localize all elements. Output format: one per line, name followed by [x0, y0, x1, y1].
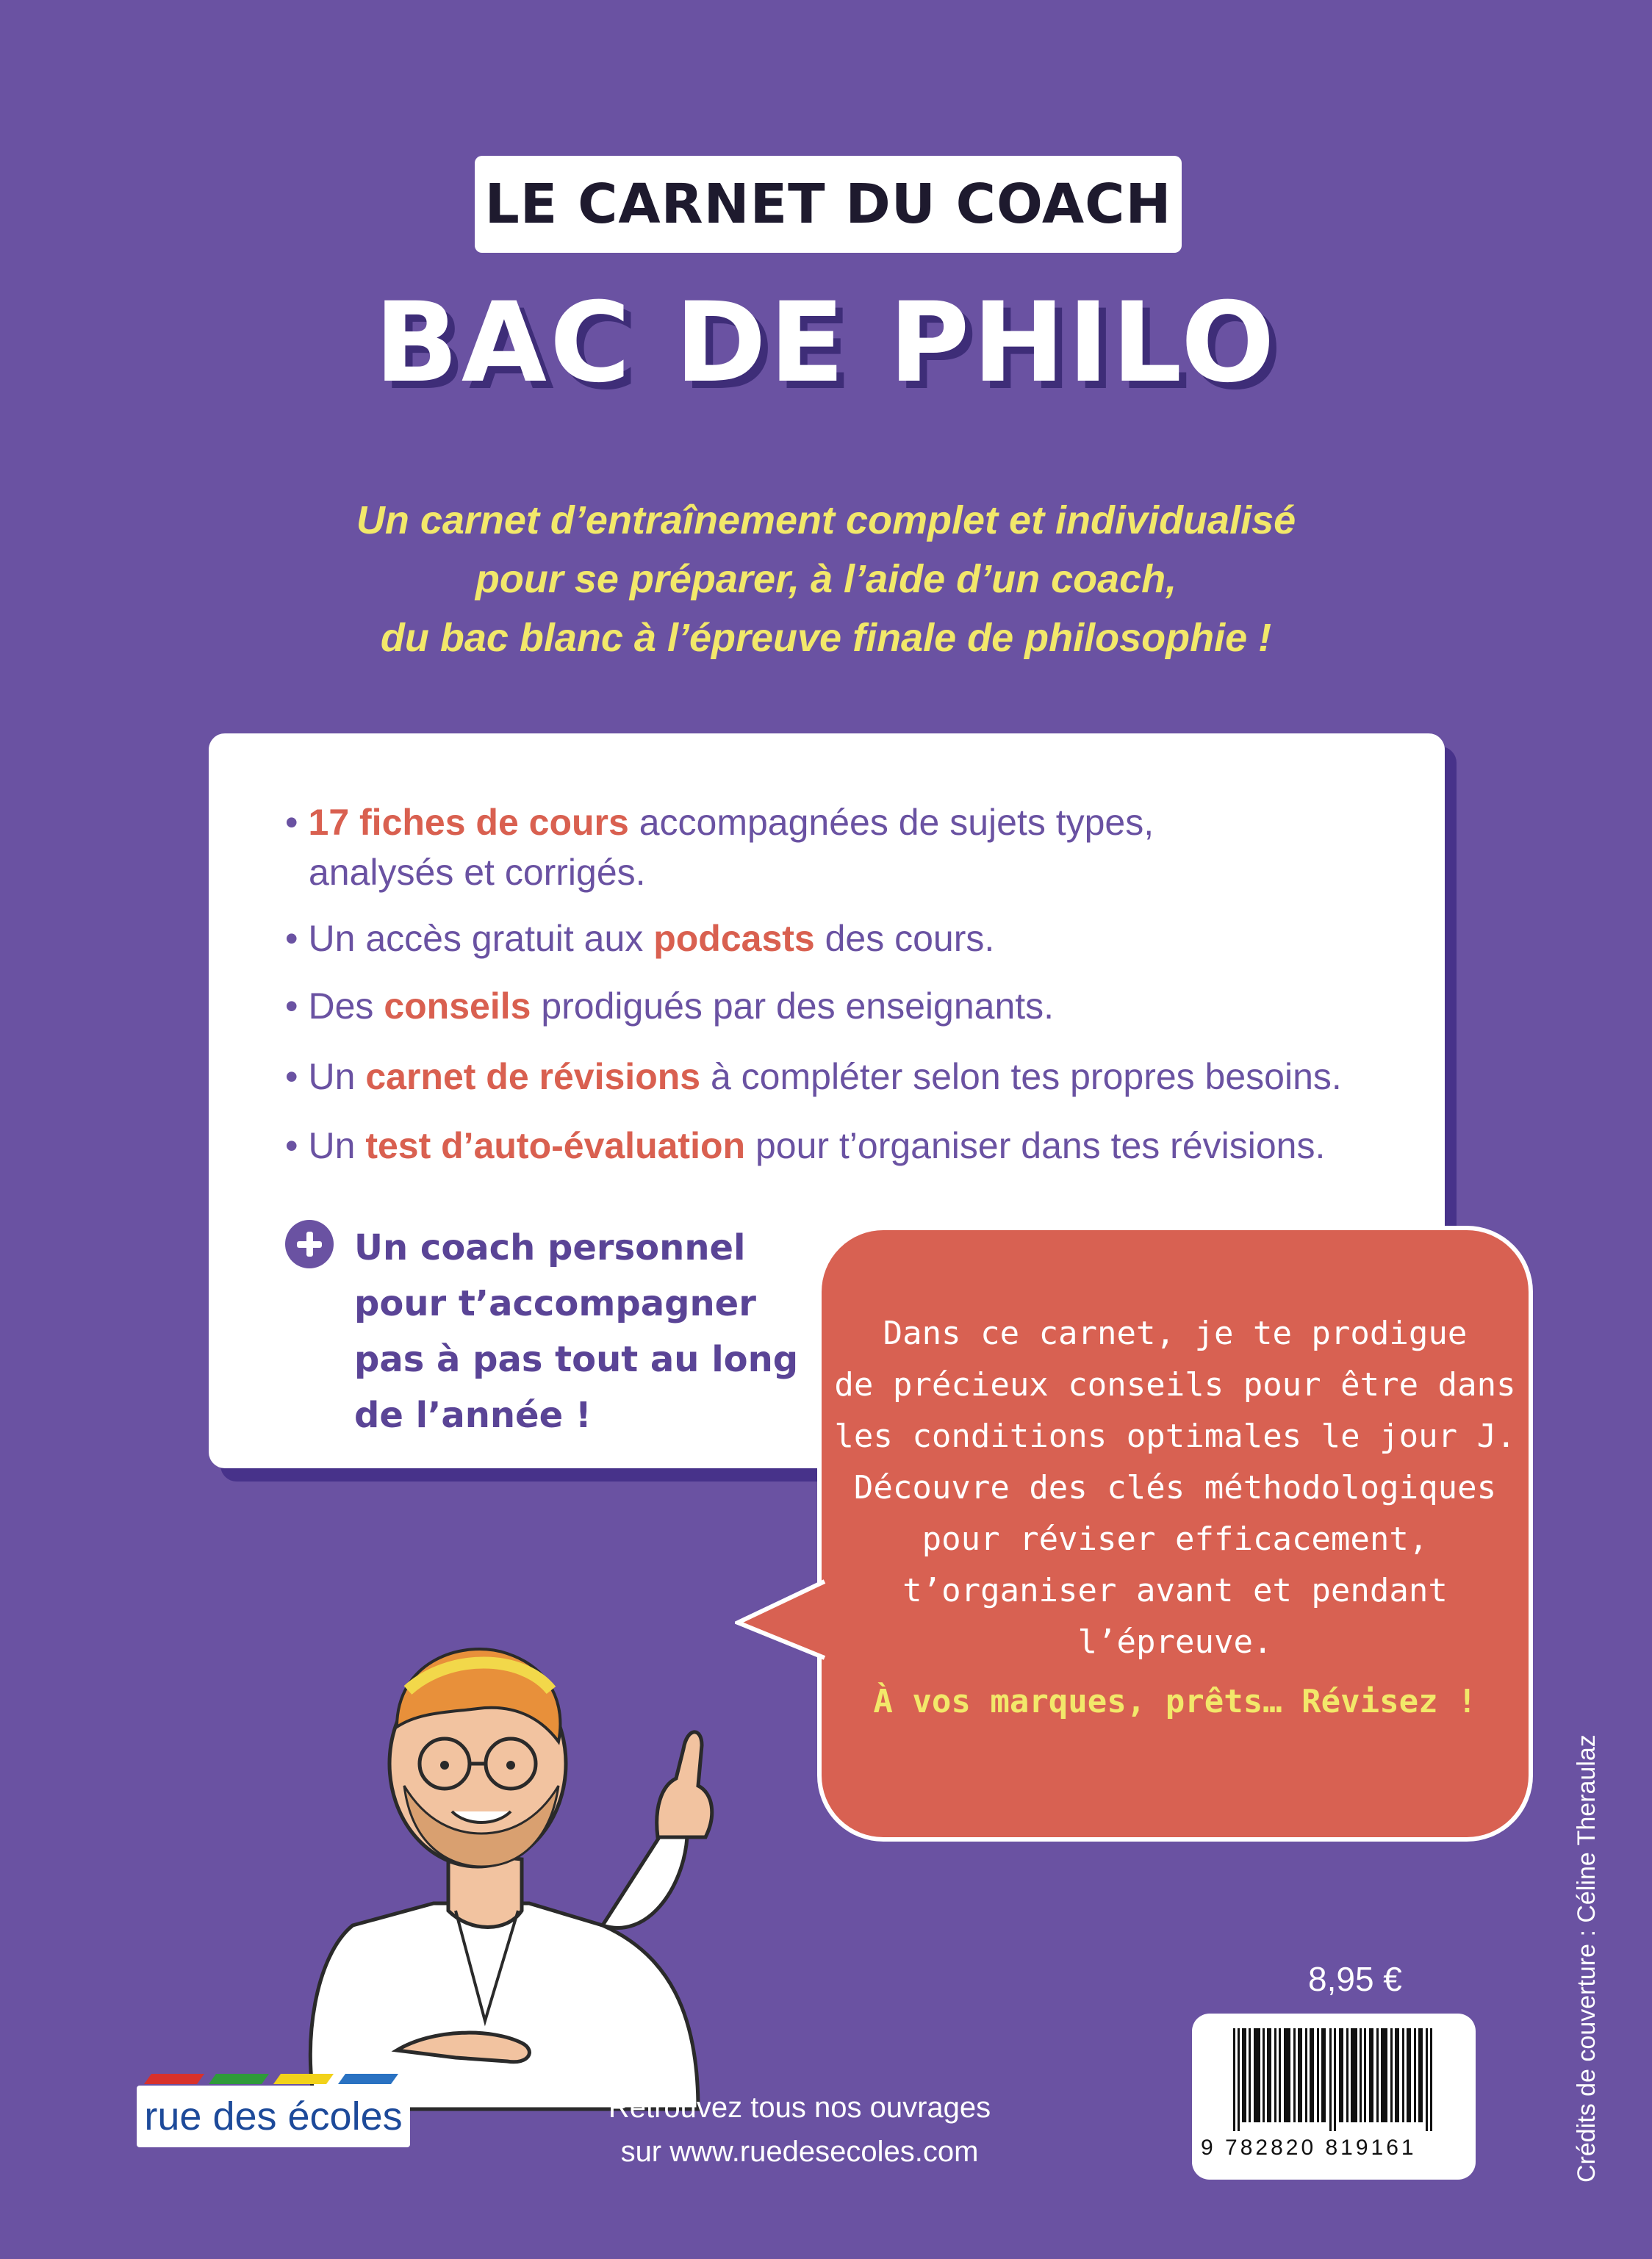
footer: [0, 2086, 1599, 2174]
cover-credits: Crédits de couverture : Céline Theraulaz: [1573, 1734, 1601, 2183]
coach-line: Un coach personnel: [354, 1227, 746, 1268]
intro-line: du bac blanc à l’épreuve finale de philosophie !: [380, 616, 1272, 660]
series-tag: [475, 156, 1182, 253]
bullet: •: [285, 802, 298, 843]
bullet: •: [285, 918, 298, 959]
intro-line: pour se préparer, à l’aide d’un coach,: [475, 557, 1177, 601]
footer-line: Retrouvez tous nos ouvrages: [608, 2091, 991, 2124]
coach-highlight: [354, 1220, 798, 1443]
feature-item: • 17 fiches de cours accompagnées de sujets types,: [285, 802, 1154, 843]
coach-line: pas à pas tout au long: [354, 1339, 799, 1380]
coach-illustration: [287, 1543, 742, 2116]
price: 8,95 €: [1308, 1960, 1402, 1998]
bubble-text: Dans ce carnet, je te prodigue de précieux conseils pour être dans les conditions optimales le jour J. Découvre des clés méthodologiques pour réviser efficacement, t’organiser avant et pendant l’épreuve.: [834, 1315, 1516, 1661]
page-title: BAC DE PHILO: [374, 279, 1278, 407]
feature-item: • Des conseils prodigués par des enseignants.: [285, 985, 1055, 1027]
intro-line: Un carnet d’entraînement complet et individualisé: [356, 498, 1296, 542]
coach-line: de l’année !: [354, 1395, 592, 1436]
series-tag-text: LE CARNET DU COACH: [484, 173, 1172, 236]
intro-text: [0, 491, 1652, 667]
feature-item: • Un carnet de révisions à compléter selon tes propres besoins.: [285, 1056, 1342, 1097]
bullet: •: [285, 1125, 298, 1166]
feature-item: • Un accès gratuit aux podcasts des cours.: [285, 918, 995, 959]
bullet: •: [285, 1056, 298, 1097]
isbn: 9 782820 819161: [1201, 2136, 1417, 2160]
feature-item: • Un test d’auto-évaluation pour t’organiser dans tes révisions.: [285, 1125, 1326, 1166]
feature-highlight: conseils: [384, 985, 531, 1027]
footer-line: sur www.ruedesecoles.com: [620, 2136, 979, 2168]
logo-stripes: [137, 2074, 410, 2084]
feature-highlight: test d’auto-évaluation: [365, 1125, 746, 1166]
feature-highlight: podcasts: [653, 918, 815, 959]
coach-line: pour t’accompagner: [354, 1283, 756, 1324]
feature-highlight: 17 fiches de cours: [308, 802, 629, 843]
plus-icon: [285, 1220, 334, 1268]
bullet: •: [285, 985, 298, 1027]
feature-item-continuation: analysés et corrigés.: [309, 852, 646, 893]
bubble-cta: À vos marques, prêts… Révisez !: [873, 1683, 1477, 1720]
feature-highlight: carnet de révisions: [365, 1056, 701, 1097]
publisher-name: rue des écoles: [144, 2094, 403, 2138]
